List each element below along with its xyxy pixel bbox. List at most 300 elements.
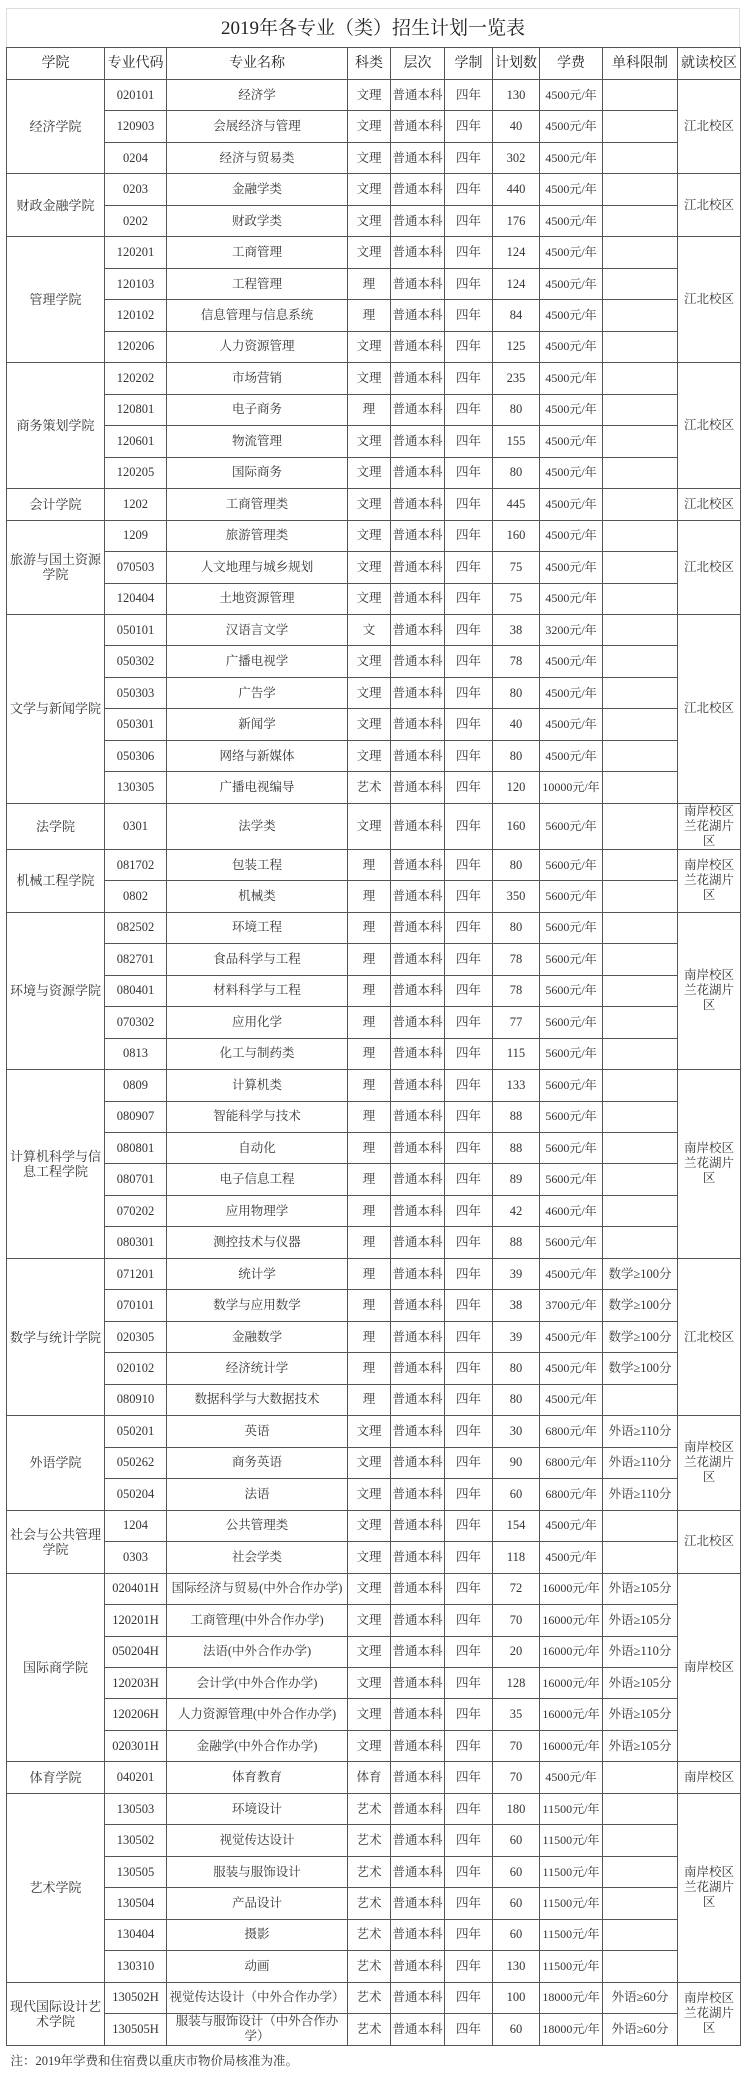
table-row — [7, 174, 741, 205]
table-row — [7, 1667, 741, 1698]
table-row — [7, 803, 741, 849]
duration-cell: 四年 — [445, 1699, 493, 1730]
subject-type-cell: 文理 — [348, 677, 391, 708]
code-cell: 130504 — [105, 1888, 167, 1919]
subject-limit-cell — [603, 1510, 678, 1541]
duration-cell: 四年 — [445, 1605, 493, 1636]
subject-limit-cell — [603, 677, 678, 708]
level-cell: 普通本科 — [391, 80, 445, 111]
code-cell: 020401H — [105, 1573, 167, 1604]
code-cell: 050201 — [105, 1416, 167, 1447]
level-cell: 普通本科 — [391, 1888, 445, 1919]
code-cell: 120801 — [105, 394, 167, 425]
table-row — [7, 1636, 741, 1667]
code-cell: 070101 — [105, 1290, 167, 1321]
college-cell: 现代国际设计艺术学院 — [7, 1982, 105, 2045]
campus-cell: 江北校区 — [678, 1258, 741, 1415]
table-row — [7, 709, 741, 740]
table-title: 2019年各专业（类）招生计划一览表 — [6, 8, 740, 47]
level-cell: 普通本科 — [391, 237, 445, 268]
code-cell: 080401 — [105, 975, 167, 1006]
plan-count-cell: 60 — [493, 1919, 540, 1950]
plan-count-cell: 80 — [493, 677, 540, 708]
tuition-cell: 4500元/年 — [540, 205, 603, 236]
level-cell: 普通本科 — [391, 772, 445, 803]
subject-type-cell: 文理 — [348, 331, 391, 362]
duration-cell: 四年 — [445, 677, 493, 708]
subject-type-cell: 艺术 — [348, 1888, 391, 1919]
tuition-cell: 4600元/年 — [540, 1195, 603, 1226]
tuition-cell: 4500元/年 — [540, 268, 603, 299]
subject-limit-cell: 外语≥60分 — [603, 1982, 678, 2013]
tuition-cell: 5600元/年 — [540, 803, 603, 849]
tuition-cell: 11500元/年 — [540, 1919, 603, 1950]
major-name-cell: 测控技术与仪器 — [167, 1227, 348, 1258]
subject-type-cell: 体育 — [348, 1762, 391, 1793]
plan-count-cell: 35 — [493, 1699, 540, 1730]
code-cell: 050101 — [105, 614, 167, 645]
duration-cell: 四年 — [445, 1667, 493, 1698]
tuition-cell: 4500元/年 — [540, 1258, 603, 1289]
subject-type-cell: 文理 — [348, 1510, 391, 1541]
duration-cell: 四年 — [445, 1101, 493, 1132]
major-name-cell: 会展经济与管理 — [167, 111, 348, 142]
campus-cell: 南岸校区兰花湖片区 — [678, 1982, 741, 2045]
code-cell: 020301H — [105, 1730, 167, 1761]
subject-type-cell: 文理 — [348, 1699, 391, 1730]
code-cell: 080301 — [105, 1227, 167, 1258]
subject-type-cell: 文理 — [348, 1416, 391, 1447]
table-row — [7, 1038, 741, 1069]
major-name-cell: 视觉传达设计 — [167, 1825, 348, 1856]
subject-limit-cell — [603, 881, 678, 912]
college-cell: 旅游与国土资源学院 — [7, 520, 105, 614]
code-cell: 120206 — [105, 331, 167, 362]
major-name-cell: 英语 — [167, 1416, 348, 1447]
tuition-cell: 5600元/年 — [540, 1007, 603, 1038]
major-name-cell: 旅游管理类 — [167, 520, 348, 551]
level-cell: 普通本科 — [391, 1479, 445, 1510]
table-row — [7, 1793, 741, 1824]
table-row — [7, 1510, 741, 1541]
duration-cell: 四年 — [445, 426, 493, 457]
subject-type-cell: 文 — [348, 614, 391, 645]
plan-count-cell: 20 — [493, 1636, 540, 1667]
college-cell: 法学院 — [7, 803, 105, 849]
subject-limit-cell: 外语≥60分 — [603, 2014, 678, 2045]
plan-count-cell: 78 — [493, 975, 540, 1006]
duration-cell: 四年 — [445, 772, 493, 803]
code-cell: 130305 — [105, 772, 167, 803]
subject-type-cell: 艺术 — [348, 1919, 391, 1950]
level-cell: 普通本科 — [391, 552, 445, 583]
header-level: 层次 — [391, 48, 445, 80]
table-row — [7, 1951, 741, 1982]
level-cell: 普通本科 — [391, 1070, 445, 1101]
duration-cell: 四年 — [445, 1007, 493, 1038]
campus-cell: 江北校区 — [678, 520, 741, 614]
tuition-cell: 11500元/年 — [540, 1951, 603, 1982]
campus-cell: 南岸校区兰花湖片区 — [678, 803, 741, 849]
subject-limit-cell — [603, 740, 678, 771]
major-name-cell: 经济与贸易类 — [167, 142, 348, 173]
tuition-cell: 6800元/年 — [540, 1479, 603, 1510]
level-cell: 普通本科 — [391, 1636, 445, 1667]
tuition-cell: 4500元/年 — [540, 1353, 603, 1384]
tuition-cell: 5600元/年 — [540, 1227, 603, 1258]
plan-count-cell: 302 — [493, 142, 540, 173]
major-name-cell: 法语(中外合作办学) — [167, 1636, 348, 1667]
campus-cell: 南岸校区兰花湖片区 — [678, 849, 741, 912]
plan-count-cell: 70 — [493, 1730, 540, 1761]
major-name-cell: 智能科学与技术 — [167, 1101, 348, 1132]
major-name-cell: 动画 — [167, 1951, 348, 1982]
subject-limit-cell — [603, 912, 678, 943]
major-name-cell: 广播电视编导 — [167, 772, 348, 803]
duration-cell: 四年 — [445, 1447, 493, 1478]
tuition-cell: 10000元/年 — [540, 772, 603, 803]
subject-type-cell: 理 — [348, 268, 391, 299]
table-row — [7, 205, 741, 236]
major-name-cell: 网络与新媒体 — [167, 740, 348, 771]
code-cell: 082502 — [105, 912, 167, 943]
duration-cell: 四年 — [445, 1164, 493, 1195]
subject-type-cell: 文理 — [348, 363, 391, 394]
plan-count-cell: 154 — [493, 1510, 540, 1541]
subject-limit-cell — [603, 1856, 678, 1887]
table-row — [7, 1982, 741, 2013]
plan-count-cell: 180 — [493, 1793, 540, 1824]
code-cell: 120201H — [105, 1605, 167, 1636]
table-row — [7, 1825, 741, 1856]
subject-limit-cell — [603, 1919, 678, 1950]
major-name-cell: 包装工程 — [167, 849, 348, 880]
table-row — [7, 268, 741, 299]
table-row — [7, 1195, 741, 1226]
college-cell: 管理学院 — [7, 237, 105, 363]
subject-limit-cell — [603, 300, 678, 331]
duration-cell: 四年 — [445, 1825, 493, 1856]
level-cell: 普通本科 — [391, 1730, 445, 1761]
major-name-cell: 广播电视学 — [167, 646, 348, 677]
code-cell: 0813 — [105, 1038, 167, 1069]
code-cell: 120203H — [105, 1667, 167, 1698]
level-cell: 普通本科 — [391, 1919, 445, 1950]
subject-limit-cell — [603, 1164, 678, 1195]
subject-limit-cell — [603, 174, 678, 205]
code-cell: 130505 — [105, 1856, 167, 1887]
code-cell: 0204 — [105, 142, 167, 173]
duration-cell: 四年 — [445, 268, 493, 299]
duration-cell: 四年 — [445, 614, 493, 645]
subject-type-cell: 文理 — [348, 520, 391, 551]
code-cell: 1204 — [105, 1510, 167, 1541]
plan-count-cell: 124 — [493, 237, 540, 268]
level-cell: 普通本科 — [391, 583, 445, 614]
plan-count-cell: 89 — [493, 1164, 540, 1195]
major-name-cell: 视觉传达设计（中外合作办学） — [167, 1982, 348, 2013]
plan-count-cell: 80 — [493, 1353, 540, 1384]
tuition-cell: 4500元/年 — [540, 1542, 603, 1573]
level-cell: 普通本科 — [391, 363, 445, 394]
major-name-cell: 广告学 — [167, 677, 348, 708]
college-cell: 环境与资源学院 — [7, 912, 105, 1069]
subject-type-cell: 理 — [348, 300, 391, 331]
table-row — [7, 1730, 741, 1761]
code-cell: 120404 — [105, 583, 167, 614]
duration-cell: 四年 — [445, 1353, 493, 1384]
level-cell: 普通本科 — [391, 426, 445, 457]
table-row — [7, 1321, 741, 1352]
major-name-cell: 人力资源管理(中外合作办学) — [167, 1699, 348, 1730]
table-row — [7, 80, 741, 111]
major-name-cell: 工商管理(中外合作办学) — [167, 1605, 348, 1636]
table-row — [7, 457, 741, 488]
code-cell: 120601 — [105, 426, 167, 457]
duration-cell: 四年 — [445, 881, 493, 912]
major-name-cell: 电子信息工程 — [167, 1164, 348, 1195]
plan-count-cell: 124 — [493, 268, 540, 299]
code-cell: 130502 — [105, 1825, 167, 1856]
level-cell: 普通本科 — [391, 803, 445, 849]
code-cell: 080801 — [105, 1133, 167, 1164]
table-row — [7, 1699, 741, 1730]
tuition-cell: 3200元/年 — [540, 614, 603, 645]
subject-type-cell: 理 — [348, 1007, 391, 1038]
campus-cell: 南岸校区兰花湖片区 — [678, 1793, 741, 1982]
subject-type-cell: 理 — [348, 1258, 391, 1289]
level-cell: 普通本科 — [391, 489, 445, 520]
level-cell: 普通本科 — [391, 1227, 445, 1258]
subject-type-cell: 理 — [348, 1101, 391, 1132]
subject-type-cell: 文理 — [348, 740, 391, 771]
code-cell: 0802 — [105, 881, 167, 912]
major-name-cell: 工商管理 — [167, 237, 348, 268]
table-row — [7, 975, 741, 1006]
plan-count-cell: 115 — [493, 1038, 540, 1069]
plan-count-cell: 88 — [493, 1133, 540, 1164]
subject-limit-cell — [603, 583, 678, 614]
college-cell: 财政金融学院 — [7, 174, 105, 237]
college-cell: 社会与公共管理学院 — [7, 1510, 105, 1573]
subject-type-cell: 文理 — [348, 1573, 391, 1604]
subject-type-cell: 文理 — [348, 1667, 391, 1698]
duration-cell: 四年 — [445, 1290, 493, 1321]
code-cell: 120103 — [105, 268, 167, 299]
college-cell: 体育学院 — [7, 1762, 105, 1793]
major-name-cell: 环境设计 — [167, 1793, 348, 1824]
tuition-cell: 4500元/年 — [540, 237, 603, 268]
campus-cell: 江北校区 — [678, 363, 741, 489]
duration-cell: 四年 — [445, 1982, 493, 2013]
plan-count-cell: 128 — [493, 1667, 540, 1698]
major-name-cell: 国际经济与贸易(中外合作办学) — [167, 1573, 348, 1604]
level-cell: 普通本科 — [391, 1038, 445, 1069]
level-cell: 普通本科 — [391, 1793, 445, 1824]
subject-limit-cell — [603, 457, 678, 488]
campus-cell: 江北校区 — [678, 80, 741, 174]
level-cell: 普通本科 — [391, 614, 445, 645]
major-name-cell: 新闻学 — [167, 709, 348, 740]
plan-count-cell: 75 — [493, 552, 540, 583]
header-subject-limit: 单科限制 — [603, 48, 678, 80]
tuition-cell: 11500元/年 — [540, 1888, 603, 1919]
level-cell: 普通本科 — [391, 174, 445, 205]
duration-cell: 四年 — [445, 1856, 493, 1887]
duration-cell: 四年 — [445, 1227, 493, 1258]
college-cell: 文学与新闻学院 — [7, 614, 105, 803]
header-major-name: 专业名称 — [167, 48, 348, 80]
plan-count-cell: 84 — [493, 300, 540, 331]
subject-type-cell: 文理 — [348, 1447, 391, 1478]
level-cell: 普通本科 — [391, 677, 445, 708]
major-name-cell: 应用物理学 — [167, 1195, 348, 1226]
level-cell: 普通本科 — [391, 1353, 445, 1384]
duration-cell: 四年 — [445, 1888, 493, 1919]
subject-limit-cell: 数学≥100分 — [603, 1290, 678, 1321]
major-name-cell: 服装与服饰设计 — [167, 1856, 348, 1887]
table-row — [7, 1856, 741, 1887]
subject-limit-cell — [603, 1793, 678, 1824]
campus-cell: 江北校区 — [678, 614, 741, 803]
plan-count-cell: 80 — [493, 912, 540, 943]
table-row — [7, 300, 741, 331]
subject-limit-cell: 外语≥105分 — [603, 1605, 678, 1636]
major-name-cell: 社会学类 — [167, 1542, 348, 1573]
college-cell: 艺术学院 — [7, 1793, 105, 1982]
tuition-cell: 11500元/年 — [540, 1825, 603, 1856]
plan-count-cell: 235 — [493, 363, 540, 394]
major-name-cell: 会计学(中外合作办学) — [167, 1667, 348, 1698]
campus-cell: 江北校区 — [678, 237, 741, 363]
tuition-cell: 4500元/年 — [540, 80, 603, 111]
level-cell: 普通本科 — [391, 740, 445, 771]
major-name-cell: 数据科学与大数据技术 — [167, 1384, 348, 1415]
plan-count-cell: 60 — [493, 1856, 540, 1887]
code-cell: 130310 — [105, 1951, 167, 1982]
code-cell: 050302 — [105, 646, 167, 677]
plan-count-cell: 42 — [493, 1195, 540, 1226]
duration-cell: 四年 — [445, 1762, 493, 1793]
code-cell: 1202 — [105, 489, 167, 520]
plan-count-cell: 160 — [493, 803, 540, 849]
subject-limit-cell: 外语≥110分 — [603, 1416, 678, 1447]
plan-count-cell: 38 — [493, 1290, 540, 1321]
table-row — [7, 849, 741, 880]
duration-cell: 四年 — [445, 1416, 493, 1447]
header-duration: 学制 — [445, 48, 493, 80]
duration-cell: 四年 — [445, 944, 493, 975]
subject-limit-cell — [603, 849, 678, 880]
code-cell: 120202 — [105, 363, 167, 394]
plan-count-cell: 38 — [493, 614, 540, 645]
header-plan-count: 计划数 — [493, 48, 540, 80]
table-row — [7, 772, 741, 803]
major-name-cell: 金融学(中外合作办学) — [167, 1730, 348, 1761]
level-cell: 普通本科 — [391, 646, 445, 677]
subject-type-cell: 文理 — [348, 1605, 391, 1636]
duration-cell: 四年 — [445, 489, 493, 520]
plan-count-cell: 90 — [493, 1447, 540, 1478]
major-name-cell: 经济学 — [167, 80, 348, 111]
table-row — [7, 1416, 741, 1447]
level-cell: 普通本科 — [391, 142, 445, 173]
major-name-cell: 数学与应用数学 — [167, 1290, 348, 1321]
duration-cell: 四年 — [445, 1321, 493, 1352]
tuition-cell: 4500元/年 — [540, 142, 603, 173]
subject-type-cell: 理 — [348, 1070, 391, 1101]
plan-count-cell: 40 — [493, 709, 540, 740]
table-row — [7, 552, 741, 583]
subject-type-cell: 艺术 — [348, 1856, 391, 1887]
level-cell: 普通本科 — [391, 1321, 445, 1352]
tuition-cell: 4500元/年 — [540, 1321, 603, 1352]
duration-cell: 四年 — [445, 1038, 493, 1069]
major-name-cell: 市场营销 — [167, 363, 348, 394]
subject-type-cell: 文理 — [348, 426, 391, 457]
plan-count-cell: 80 — [493, 1384, 540, 1415]
duration-cell: 四年 — [445, 111, 493, 142]
subject-limit-cell — [603, 1007, 678, 1038]
tuition-cell: 16000元/年 — [540, 1573, 603, 1604]
tuition-cell: 16000元/年 — [540, 1636, 603, 1667]
tuition-cell: 4500元/年 — [540, 394, 603, 425]
table-body — [7, 80, 741, 2046]
duration-cell: 四年 — [445, 1195, 493, 1226]
major-name-cell: 物流管理 — [167, 426, 348, 457]
code-cell: 050301 — [105, 709, 167, 740]
major-name-cell: 商务英语 — [167, 1447, 348, 1478]
table-row — [7, 740, 741, 771]
tuition-cell: 5600元/年 — [540, 881, 603, 912]
tuition-cell: 4500元/年 — [540, 583, 603, 614]
table-row — [7, 583, 741, 614]
tuition-cell: 4500元/年 — [540, 363, 603, 394]
table-row — [7, 489, 741, 520]
subject-type-cell: 艺术 — [348, 2014, 391, 2045]
plan-count-cell: 78 — [493, 944, 540, 975]
subject-limit-cell — [603, 646, 678, 677]
table-row — [7, 1290, 741, 1321]
level-cell: 普通本科 — [391, 1195, 445, 1226]
subject-type-cell: 文理 — [348, 142, 391, 173]
code-cell: 120205 — [105, 457, 167, 488]
plan-count-cell: 72 — [493, 1573, 540, 1604]
college-cell: 计算机科学与信息工程学院 — [7, 1070, 105, 1259]
level-cell: 普通本科 — [391, 1447, 445, 1478]
subject-type-cell: 艺术 — [348, 772, 391, 803]
subject-type-cell: 理 — [348, 849, 391, 880]
subject-type-cell: 理 — [348, 1321, 391, 1352]
duration-cell: 四年 — [445, 912, 493, 943]
plan-count-cell: 120 — [493, 772, 540, 803]
subject-limit-cell: 外语≥105分 — [603, 1667, 678, 1698]
code-cell: 070503 — [105, 552, 167, 583]
level-cell: 普通本科 — [391, 1762, 445, 1793]
campus-cell: 南岸校区兰花湖片区 — [678, 1070, 741, 1259]
duration-cell: 四年 — [445, 237, 493, 268]
table-row — [7, 1384, 741, 1415]
header-tuition: 学费 — [540, 48, 603, 80]
subject-limit-cell — [603, 268, 678, 299]
duration-cell: 四年 — [445, 1542, 493, 1573]
table-row — [7, 1762, 741, 1793]
plan-count-cell: 80 — [493, 457, 540, 488]
duration-cell: 四年 — [445, 1133, 493, 1164]
level-cell: 普通本科 — [391, 300, 445, 331]
subject-limit-cell: 数学≥100分 — [603, 1321, 678, 1352]
subject-type-cell: 文理 — [348, 1636, 391, 1667]
